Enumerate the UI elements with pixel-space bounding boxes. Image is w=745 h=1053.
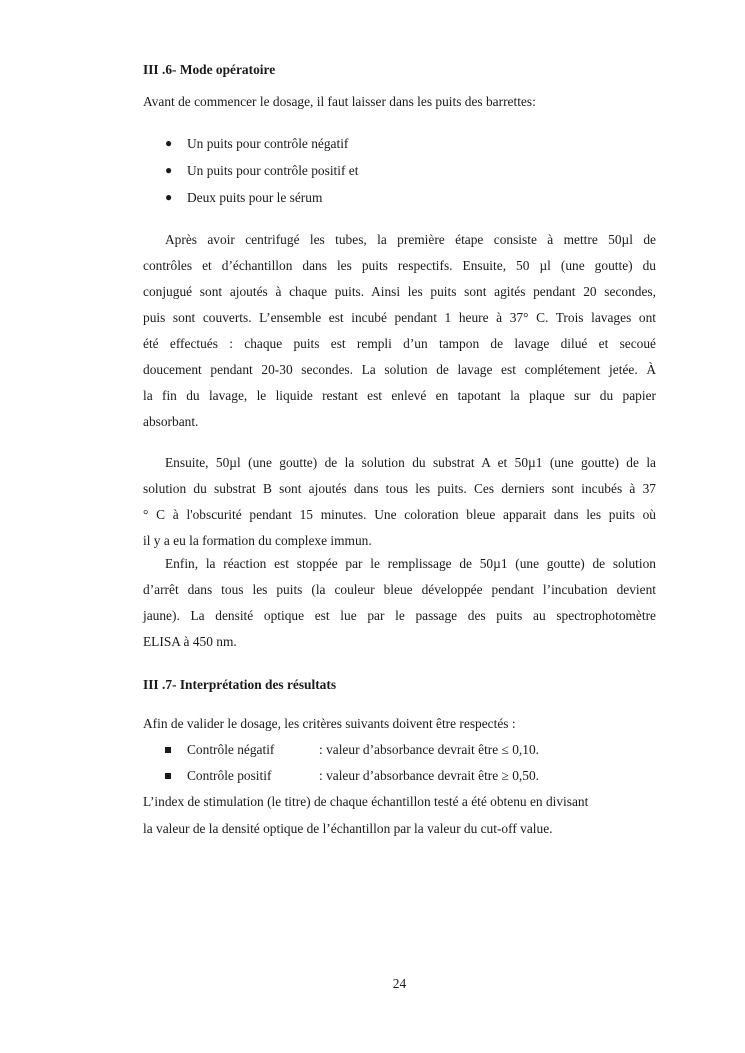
paragraph-line: jaune). La densité optique est lue par le passage des puits au spectrophotomètre (143, 608, 656, 623)
paragraph-line: été effectués : chaque puits est rempli d’un tampon de lavage dilué et secoué (143, 336, 656, 351)
paragraph-line: doucement pendant 20-30 secondes. La solution de lavage est complétement jetée. À (143, 362, 656, 377)
paragraph-line: Enfin, la réaction est stoppée par le remplissage de 50µ1 (une goutte) de solution (165, 556, 656, 571)
paragraph-line: conjugué sont ajoutés à chaque puits. Ainsi les puits sont agités pendant 20 secondes, (143, 284, 656, 299)
paragraph-line: absorbant. (143, 414, 199, 429)
section-heading-interpretation: III .7- Interprétation des résultats (143, 677, 337, 692)
paragraph-line: puis sont couverts. L’ensemble est incubé pendant 1 heure à 37° C. Trois lavages ont (143, 310, 656, 325)
paragraph-line: la valeur de la densité optique de l’échantillon par la valeur du cut-off value. (143, 821, 553, 836)
bullet-icon: ● (165, 136, 173, 150)
paragraph-line: la fin du lavage, le liquide restant est enlevé en tapotant la plaque sur du papier (143, 388, 656, 403)
square-bullet-icon (165, 747, 171, 753)
square-bullet-icon (165, 773, 171, 779)
section-intro: Afin de valider le dosage, les critères suivants doivent être respectés : (143, 716, 516, 731)
paragraph-line: L’index de stimulation (le titre) de chaque échantillon testé a été obtenu en divisant (143, 794, 589, 809)
paragraph-line: ° C à l'obscurité pendant 15 minutes. Une coloration bleue apparait dans les puits où (143, 507, 656, 522)
bullet-icon: ● (165, 163, 173, 177)
page-number: 24 (392, 976, 407, 991)
paragraph-line: Ensuite, 50µl (une goutte) de la solution du substrat A et 50µ1 (une goutte) de la (165, 455, 656, 470)
paragraph-line: solution du substrat B sont ajoutés dans tous les puits. Ces derniers sont incubés à 37 (143, 481, 656, 496)
bullet-icon: ● (165, 190, 173, 204)
section-heading-mode-operatoire: III .6- Mode opératoire (143, 62, 276, 77)
paragraph-line: contrôles et d’échantillon dans les puits respectifs. Ensuite, 50 µl (une goutte) du (143, 258, 656, 273)
paragraph-line: il y a eu la formation du complexe immun. (143, 533, 372, 548)
section-intro: Avant de commencer le dosage, il faut laisser dans les puits des barrettes: (143, 94, 536, 109)
paragraph-line: d’arrêt dans tous les puits (la couleur bleue développée pendant l’incubation devient (143, 582, 656, 597)
paragraph-line: Après avoir centrifugé les tubes, la première étape consiste à mettre 50µl de (165, 232, 656, 247)
paragraph-line: ELISA à 450 nm. (143, 634, 237, 649)
